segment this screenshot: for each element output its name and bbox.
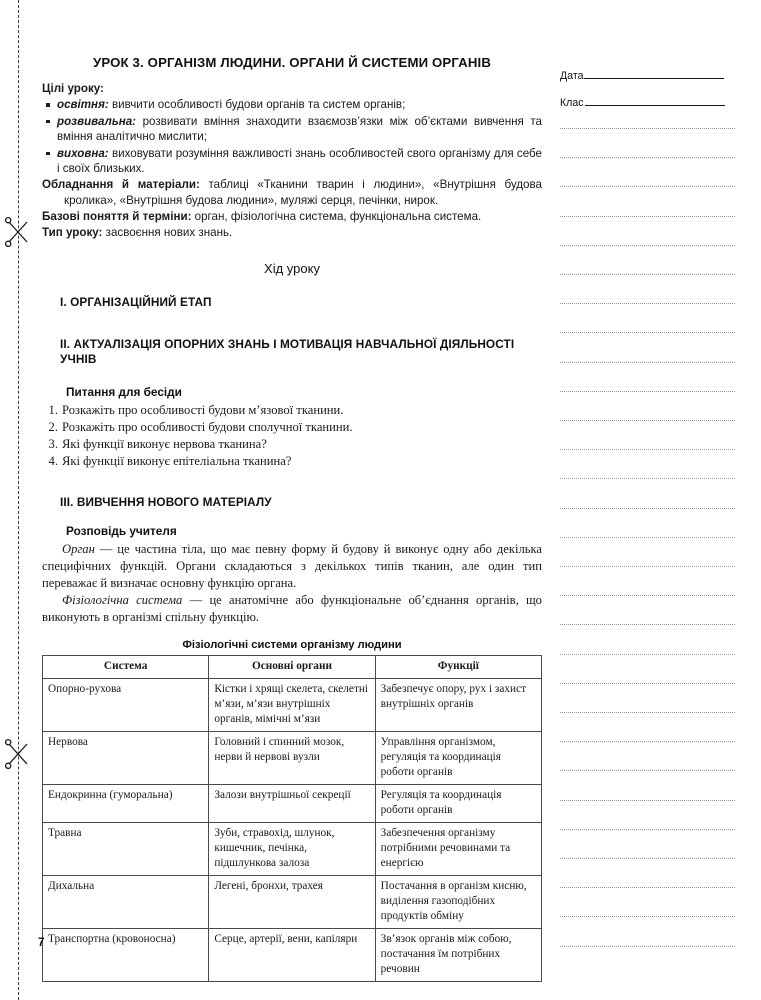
cut-line <box>18 0 19 1000</box>
lesson-type-text: засвоєння нових знань. <box>102 226 233 240</box>
table-caption: Фізіологічні системи організму людини <box>182 639 402 652</box>
goal-term: розвивальна: <box>57 114 137 128</box>
column-header-organs: Основні органи <box>209 656 375 679</box>
subheading-teacher-story: Розповідь учителя <box>66 524 177 539</box>
question-number: 2. <box>48 419 58 434</box>
table-row <box>43 679 542 732</box>
cell-system: Транспортна (кровоносна) <box>43 929 209 982</box>
column-header-functions: Функції <box>375 656 541 679</box>
goal-text: вивчити особливості будови органів та систем органів; <box>108 98 406 112</box>
concepts-label: Базові поняття й терміни: <box>42 209 192 223</box>
date-field-row <box>560 68 735 82</box>
cell-organs: Головний і спинний мозок, нерви й нервові вузли <box>209 732 375 785</box>
table-row <box>43 876 542 929</box>
class-field-row <box>560 95 735 109</box>
note-line[interactable] <box>560 566 735 567</box>
cell-system: Опорно-рухова <box>43 679 209 732</box>
lesson-type-label: Тип уроку: <box>42 226 103 240</box>
note-line[interactable] <box>560 654 735 655</box>
course-heading: Хід уроку <box>264 260 320 276</box>
goal-text: розвивати вміння знаходити взаємозв’язки між об’єктами вивчення та вміння аналітично мислити; <box>57 114 542 144</box>
physiological-systems-table <box>42 655 542 982</box>
concepts-line <box>42 209 542 224</box>
goal-item <box>42 114 542 145</box>
equipment-text: таблиці «Тканини тварин і людини», «Внутрішня будова кролика», «Внутрішня будова людини», муляжі серця, печінки, нирок. <box>64 178 542 207</box>
note-line[interactable] <box>560 887 735 888</box>
cell-organs: Кістки і хрящі скелета, скелетні м’язи, м’язи внутрішніх органів, мімічні м’язи <box>209 679 375 732</box>
list-item <box>42 436 542 453</box>
cell-functions: Постачання в організм кисню, виділення газоподібних продуктів обміну <box>375 876 541 929</box>
cell-functions: Зв’язок органів між собою, постачання їм потрібних речовин <box>375 929 541 982</box>
equipment-line <box>42 177 542 208</box>
cell-system: Ендокринна (гуморальна) <box>43 785 209 823</box>
goal-term: освітня: <box>57 98 109 112</box>
question-number: 4. <box>48 453 58 468</box>
paragraph-physiological-system-text: — це анатомічне або функціональне об’єднання органів, що виконують в організмі спільну функцію. <box>42 593 542 625</box>
question-text: Розкажіть про особливості будови м’язової тканини. <box>62 402 344 417</box>
note-line[interactable] <box>560 216 735 217</box>
goal-text: виховувати розуміння важливості знань особливостей свого організму для себе і своїх близьких. <box>57 146 542 175</box>
equipment-label: Обладнання й матеріали: <box>42 178 200 192</box>
cell-organs: Легені, бронхи, трахея <box>209 876 375 929</box>
lesson-meta <box>42 81 542 241</box>
class-label: Клас <box>560 97 584 109</box>
note-line[interactable] <box>560 186 735 187</box>
scissors-icon <box>5 215 33 249</box>
note-line[interactable] <box>560 362 735 363</box>
cell-functions: Управління організмом, регуляція та координація роботи органів <box>375 732 541 785</box>
cell-functions: Регуляція та координація роботи органів <box>375 785 541 823</box>
notes-column <box>560 0 735 1000</box>
note-line[interactable] <box>560 770 735 771</box>
paragraph-organ <box>42 541 542 592</box>
note-line[interactable] <box>560 537 735 538</box>
note-line[interactable] <box>560 858 735 859</box>
cell-system: Дихальна <box>43 876 209 929</box>
table-row <box>43 732 542 785</box>
note-line[interactable] <box>560 391 735 392</box>
cell-organs: Серце, артерії, вени, капіляри <box>209 929 375 982</box>
list-item <box>42 419 542 436</box>
lesson-content <box>42 55 542 982</box>
paragraph-organ-text: — це частина тіла, що має певну форму й будову й виконує одну або декілька специфічних функцій. Органи складаються з декількох типів тканин, але один тип переважає й визначає основну функцію органа. <box>42 542 542 591</box>
table-row <box>43 929 542 982</box>
cell-organs: Залози внутрішньої секреції <box>209 785 375 823</box>
column-header-system: Система <box>43 656 209 679</box>
cell-functions: Забезпечує опору, рух і захист внутрішніх органів <box>375 679 541 732</box>
note-line[interactable] <box>560 303 735 304</box>
note-line[interactable] <box>560 946 735 947</box>
question-text: Розкажіть про особливості будови сполучної тканини. <box>62 419 353 434</box>
note-line[interactable] <box>560 478 735 479</box>
note-line[interactable] <box>560 800 735 801</box>
class-write-line[interactable] <box>585 95 725 106</box>
note-line[interactable] <box>560 245 735 246</box>
note-line[interactable] <box>560 449 735 450</box>
page-title <box>42 55 542 70</box>
note-line[interactable] <box>560 128 735 129</box>
note-line[interactable] <box>560 274 735 275</box>
cell-system: Нервова <box>43 732 209 785</box>
cell-functions: Забезпечення організму потрібними речовинами та енергією <box>375 823 541 876</box>
section-heading-2: II. АКТУАЛІЗАЦІЯ ОПОРНИХ ЗНАНЬ І МОТИВАЦІЯ НАВЧАЛЬНОЇ ДІЯЛЬНОСТІ УЧНІВ <box>60 336 515 367</box>
date-write-line[interactable] <box>584 68 724 79</box>
page-number: 7 <box>38 937 45 949</box>
question-text: Які функції виконує епітеліальна тканина? <box>62 453 292 468</box>
note-line[interactable] <box>560 829 735 830</box>
section-heading-3: III. ВИВЧЕННЯ НОВОГО МАТЕРІАЛУ <box>60 495 272 509</box>
lesson-type-line <box>42 225 542 240</box>
table-row <box>43 785 542 823</box>
note-line[interactable] <box>560 916 735 917</box>
cell-system: Травна <box>43 823 209 876</box>
note-line[interactable] <box>560 741 735 742</box>
lesson-title-text: ОРГАНІЗМ ЛЮДИНИ. ОРГАНИ Й СИСТЕМИ ОРГАНІВ <box>147 55 492 70</box>
note-line[interactable] <box>560 624 735 625</box>
note-line[interactable] <box>560 157 735 158</box>
question-number: 1. <box>48 402 58 417</box>
subheading-questions: Питання для бесіди <box>66 384 182 399</box>
note-line[interactable] <box>560 332 735 333</box>
goals-label: Цілі уроку: <box>42 82 104 95</box>
note-line[interactable] <box>560 683 735 684</box>
question-text: Які функції виконує нервова тканина? <box>62 436 267 451</box>
goal-item <box>42 97 542 112</box>
list-item <box>42 453 542 470</box>
note-line[interactable] <box>560 712 735 713</box>
goal-term: виховна: <box>57 146 109 160</box>
date-label: Дата <box>560 70 584 82</box>
note-line[interactable] <box>560 420 735 421</box>
goal-item <box>42 146 542 177</box>
scissors-icon <box>5 737 33 771</box>
table-row <box>43 823 542 876</box>
table-header-row <box>43 656 542 679</box>
cell-organs: Зуби, стравохід, шлунок, кишечник, печінка, підшлункова залоза <box>209 823 375 876</box>
paragraph-physiological-system <box>42 592 542 626</box>
note-line[interactable] <box>560 508 735 509</box>
term-organ: Орган <box>62 542 95 557</box>
section-heading-1: I. ОРГАНІЗАЦІЙНИЙ ЕТАП <box>60 294 212 309</box>
note-line[interactable] <box>560 595 735 596</box>
question-number: 3. <box>48 436 58 451</box>
questions-list <box>42 402 542 471</box>
concepts-text: орган, фізіологічна система, функціональна система. <box>191 209 482 223</box>
list-item <box>42 402 542 419</box>
lesson-number: УРОК 3. <box>92 55 144 70</box>
goals-list <box>42 97 542 176</box>
term-physiological-system: Фізіологічна система <box>62 593 183 608</box>
